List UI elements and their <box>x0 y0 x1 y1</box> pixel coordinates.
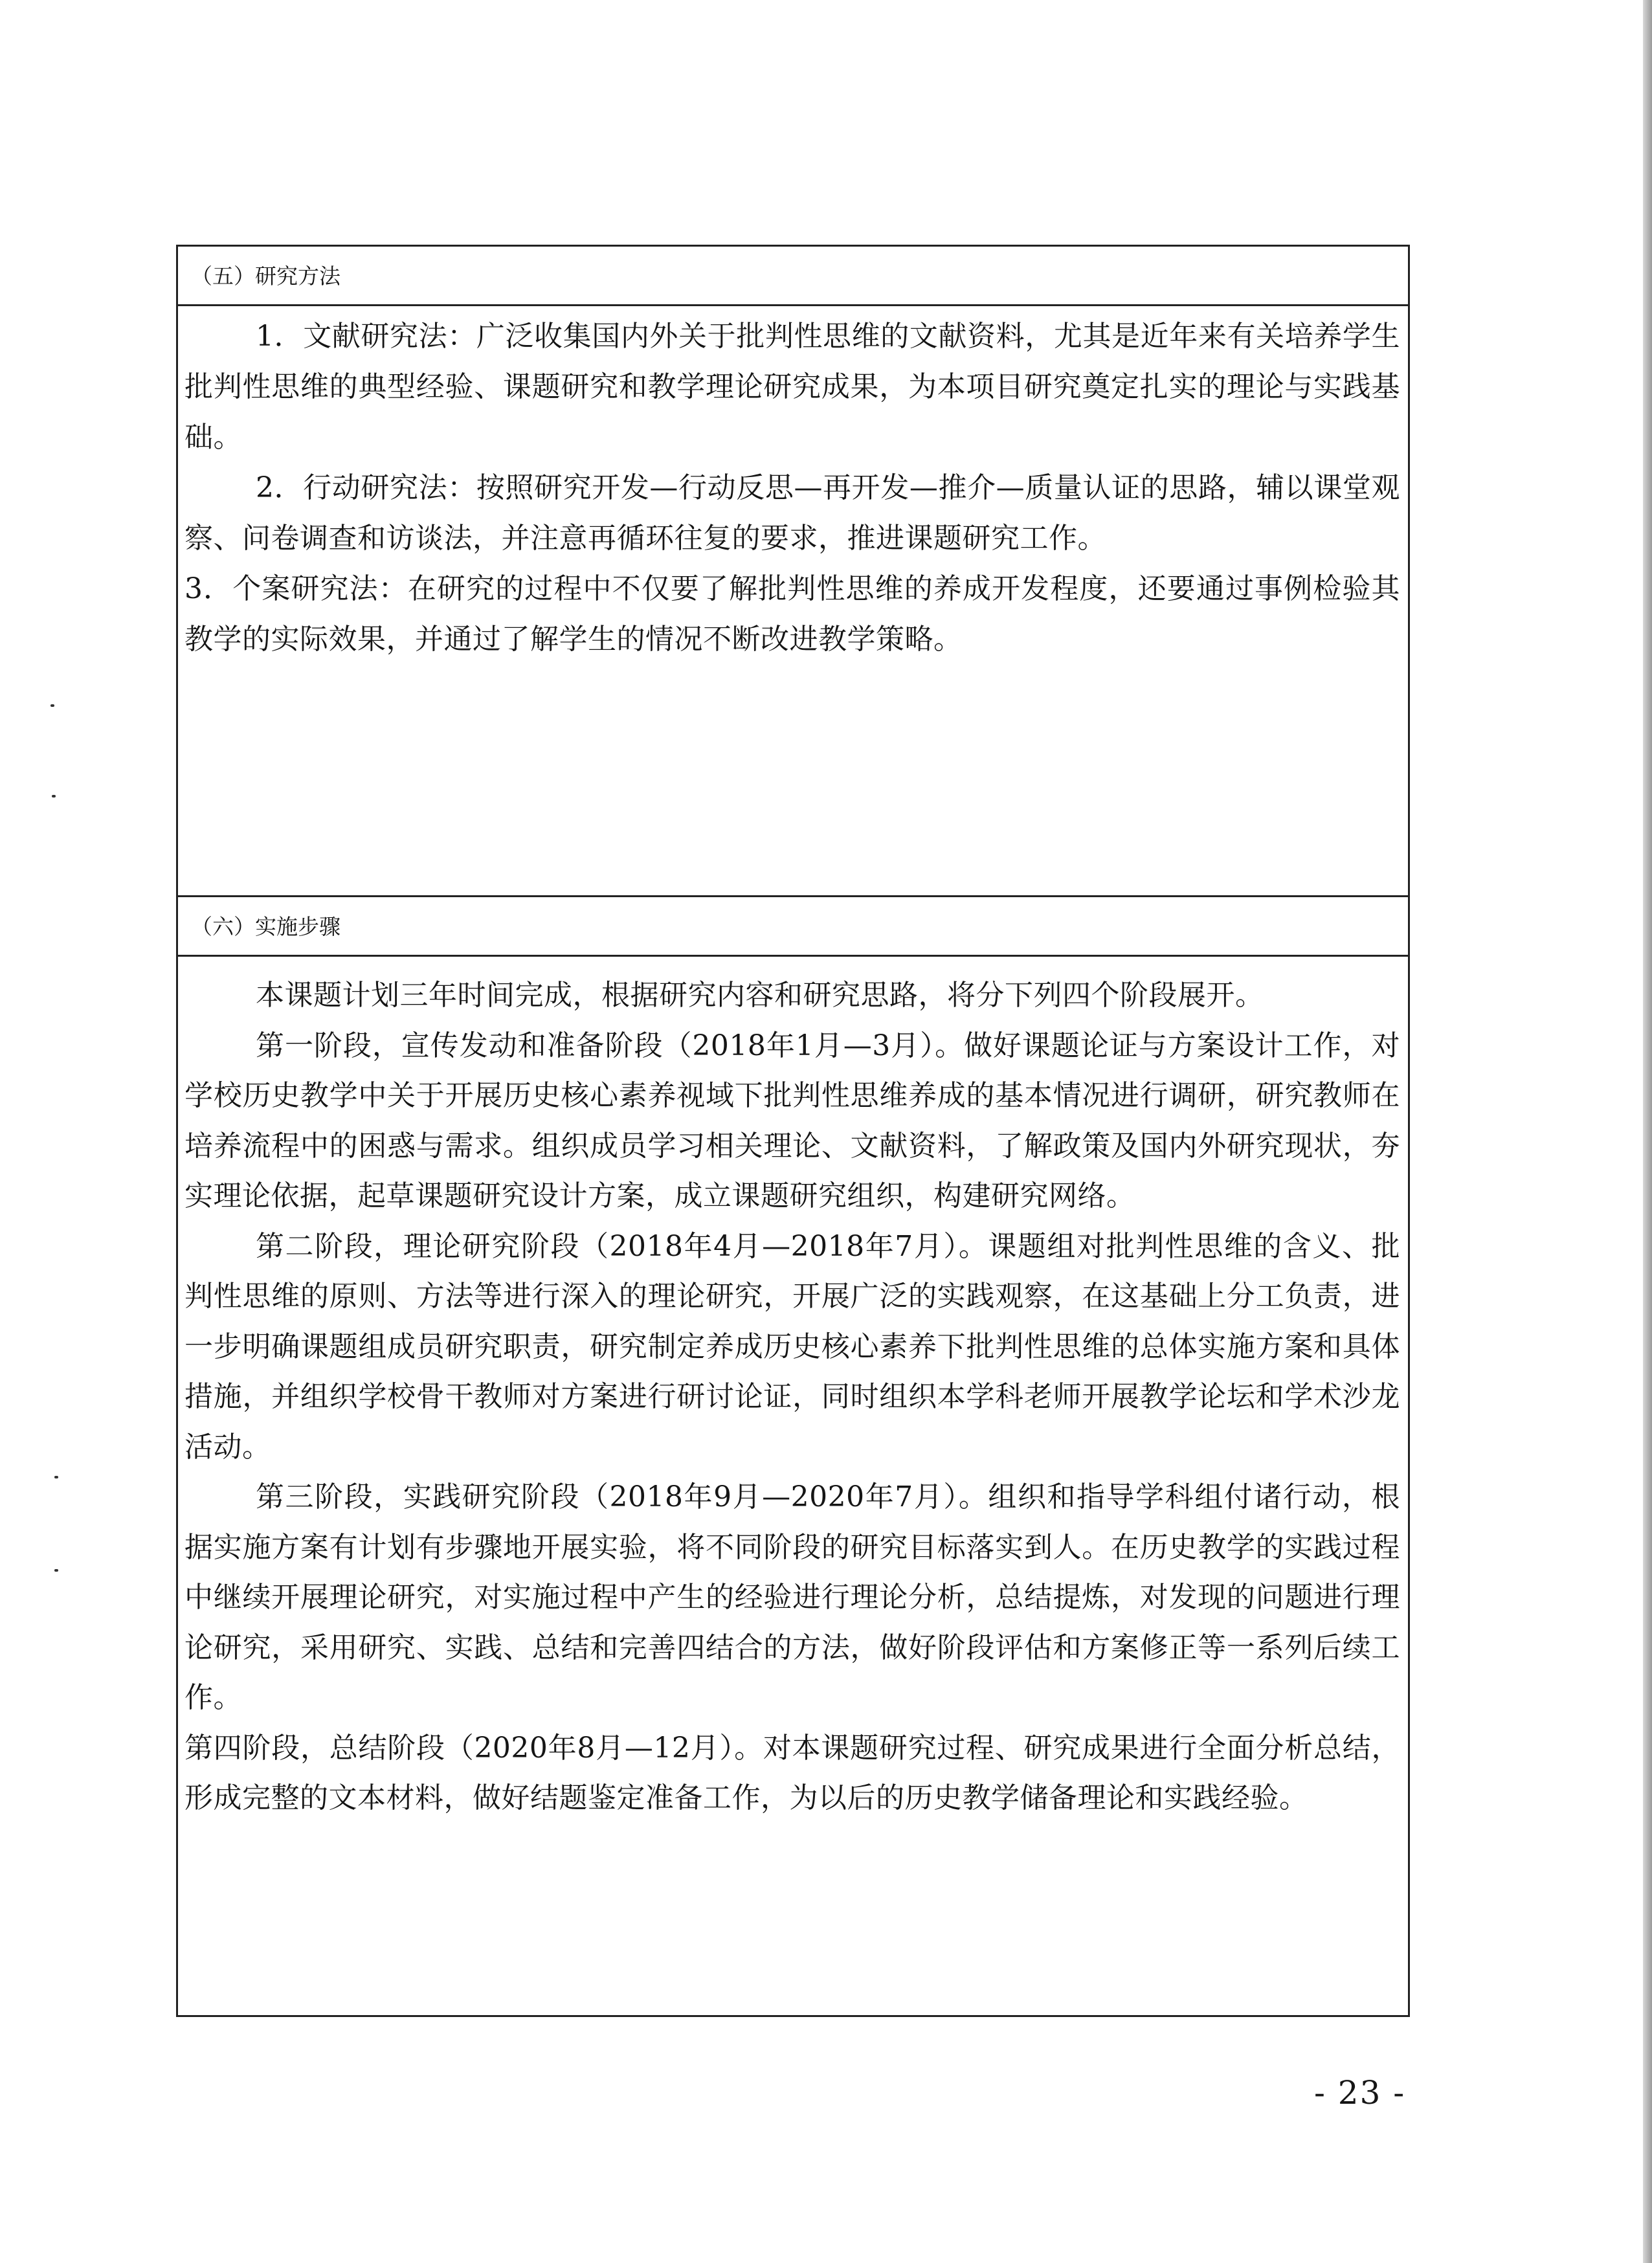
page-number: - 23 - <box>1314 2074 1406 2112</box>
scan-page-edge <box>1643 0 1652 2263</box>
stage-two-paragraph: 第二阶段，理论研究阶段（2018年4月—2018年7月）。课题组对批判性思维的含义、批判性思维的原则、方法等进行深入的理论研究，开展广泛的实践观察，在这基础上分工负责，进一步明确课题组成员研究职责，研究制定养成历史核心素养下批判性思维的总体实施方案和具体措施，并组织学校骨干教师对方案进行研讨论证，同时组织本学科老师开展教学论坛和学术沙龙活动。 <box>184 1229 1400 1464</box>
scan-speck <box>52 795 56 797</box>
stage-one-paragraph: 第一阶段，宣传发动和准备阶段（2018年1月—3月）。做好课题论证与方案设计工作，对学校历史教学中关于开展历史核心素养视域下批判性思维养成的基本情况进行调研，研究教师在培养流程中的困惑与需求。组织成员学习相关理论、文献资料，了解政策及国内外研究现状，夯实理论依据，起草课题研究设计方案，成立课题研究组织，构建研究网络。 <box>184 1029 1400 1212</box>
research-methods-body <box>178 311 1408 665</box>
stage-four-paragraph: 第四阶段，总结阶段（2020年8月—12月）。对本课题研究过程、研究成果进行全面分析总结，形成完整的文本材料，做好结题鉴定准备工作，为以后的历史教学储备理论和实践经验。 <box>184 1731 1400 1814</box>
scan-speck <box>54 1476 58 1478</box>
method-literature-paragraph: 1．文献研究法：广泛收集国内外关于批判性思维的文献资料，尤其是近年来有关培养学生批判性思维的典型经验、课题研究和教学理论研究成果，为本项目研究奠定扎实的理论与实践基础。 <box>184 320 1400 454</box>
application-form-table <box>176 245 1410 2017</box>
method-action-paragraph: 2．行动研究法：按照研究开发—行动反思—再开发—推介—质量认证的思路，辅以课堂观察、问卷调查和访谈法，并注意再循环往复的要求，推进课题研究工作。 <box>184 471 1400 555</box>
implementation-steps-header: （六）实施步骤 <box>178 895 1408 957</box>
method-case-paragraph: 3．个案研究法：在研究的过程中不仅要了解批判性思维的养成开发程度，还要通过事例检验其教学的实际效果，并通过了解学生的情况不断改进教学策略。 <box>184 572 1400 656</box>
scan-speck <box>50 704 54 707</box>
implementation-steps-body <box>178 970 1408 1823</box>
stage-three-paragraph: 第三阶段，实践研究阶段（2018年9月—2020年7月）。组织和指导学科组付诸行动，根据实施方案有计划有步骤地开展实验，将不同阶段的研究目标落实到人。在历史教学的实践过程中继续开展理论研究，对实施过程中产生的经验进行理论分析，总结提炼，对发现的问题进行理论研究，采用研究、实践、总结和完善四结合的方法，做好阶段评估和方案修正等一系列后续工作。 <box>184 1480 1400 1714</box>
scan-speck <box>54 1569 58 1572</box>
research-methods-header: （五）研究方法 <box>178 247 1408 306</box>
steps-intro-paragraph: 本课题计划三年时间完成，根据研究内容和研究思路，将分下列四个阶段展开。 <box>256 979 1264 1012</box>
